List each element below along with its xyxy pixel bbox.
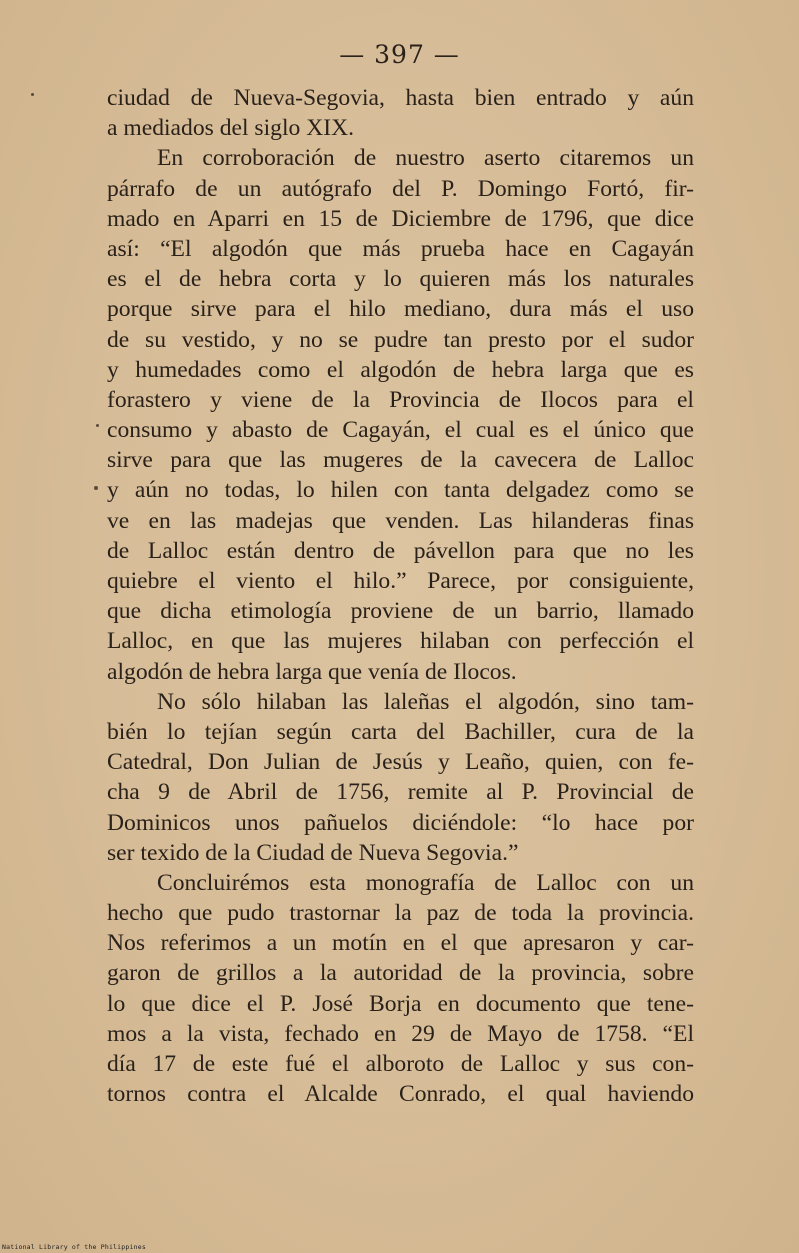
text-line: garon de grillos a la autoridad de la provincia, sobre [107, 960, 694, 987]
text-line: mos a la vista, fechado en 29 de Mayo de 1758. “El [107, 1020, 694, 1047]
text-line: Catedral, Don Julian de Jesús y Leaño, quien, con fe- [107, 749, 694, 776]
text-line: cha 9 de Abril de 1756, remite al P. Provincial de [107, 779, 694, 806]
text-line: párrafo de un autógrafo del P. Domingo Fortó, fir- [107, 175, 694, 202]
text-line: tornos contra el Alcalde Conrado, el qual haviendo [107, 1081, 694, 1108]
text-line: a mediados del siglo XIX. [107, 115, 355, 142]
text-line: ciudad de Nueva-Segovia, hasta bien entrado y aún [107, 85, 694, 111]
paper-speck [31, 93, 34, 96]
text-line: sirve para que las mugeres de la cavecera de Lalloc [107, 447, 694, 474]
text-line: que dicha etimología proviene de un barrio, llamado [107, 598, 694, 625]
text-line: de Lalloc están dentro de pávellon para que no les [107, 537, 694, 564]
text-line: bién lo tejían según carta del Bachiller, cura de la [107, 718, 694, 745]
text-line: Dominicos unos pañuelos diciéndole: “lo hace por [107, 809, 694, 836]
text-line: No sólo hilaban las laleñas el algodón, sino tam- [157, 688, 694, 715]
text-line: ve en las madejas que venden. Las hilanderas finas [107, 507, 694, 534]
footer-credit: National Library of the Philippines [2, 1243, 146, 1251]
text-line: lo que dice el P. José Borja en documento que tene- [107, 990, 694, 1017]
text-line: así: “El algodón que más prueba hace en Cagayán [107, 235, 694, 262]
paper-speck [94, 486, 98, 490]
text-line: Lalloc, en que las mujeres hilaban con perfección el [107, 628, 694, 655]
text-line: consumo y abasto de Cagayán, el cual es el único que [107, 417, 694, 444]
text-line: día 17 de este fué el alboroto de Lalloc y sus con- [107, 1051, 694, 1077]
paper-speck [96, 424, 99, 427]
body-text [107, 83, 694, 1109]
text-line: mado en Aparri en 15 de Diciembre de 1796, que dice [107, 205, 694, 232]
text-line: porque sirve para el hilo mediano, dura más el uso [107, 296, 694, 323]
text-line: es el de hebra corta y lo quieren más los naturales [107, 266, 694, 293]
text-line: ser texido de la Ciudad de Nueva Segovia.” [107, 839, 519, 866]
text-line: forastero y viene de la Provincia de Ilocos para el [107, 386, 694, 413]
text-line: algodón de hebra larga que venía de Ilocos. [107, 658, 517, 685]
text-line: y humedades como el algodón de hebra larga que es [107, 356, 694, 383]
page-number: — 397 — [339, 40, 460, 69]
text-line: En corroboración de nuestro aserto citaremos un [157, 145, 694, 172]
text-line: de su vestido, y no se pudre tan presto por el sudor [107, 326, 694, 353]
text-line: Concluirémos esta monografía de Lalloc con un [157, 869, 694, 896]
text-line: y aún no todas, lo hilen con tanta delgadez como se [107, 477, 694, 504]
text-line: hecho que pudo trastornar la paz de toda la provincia. [107, 900, 694, 927]
text-line: Nos referimos a un motín en el que apresaron y car- [107, 930, 694, 957]
text-line: quiebre el viento el hilo.” Parece, por consiguiente, [107, 568, 694, 594]
